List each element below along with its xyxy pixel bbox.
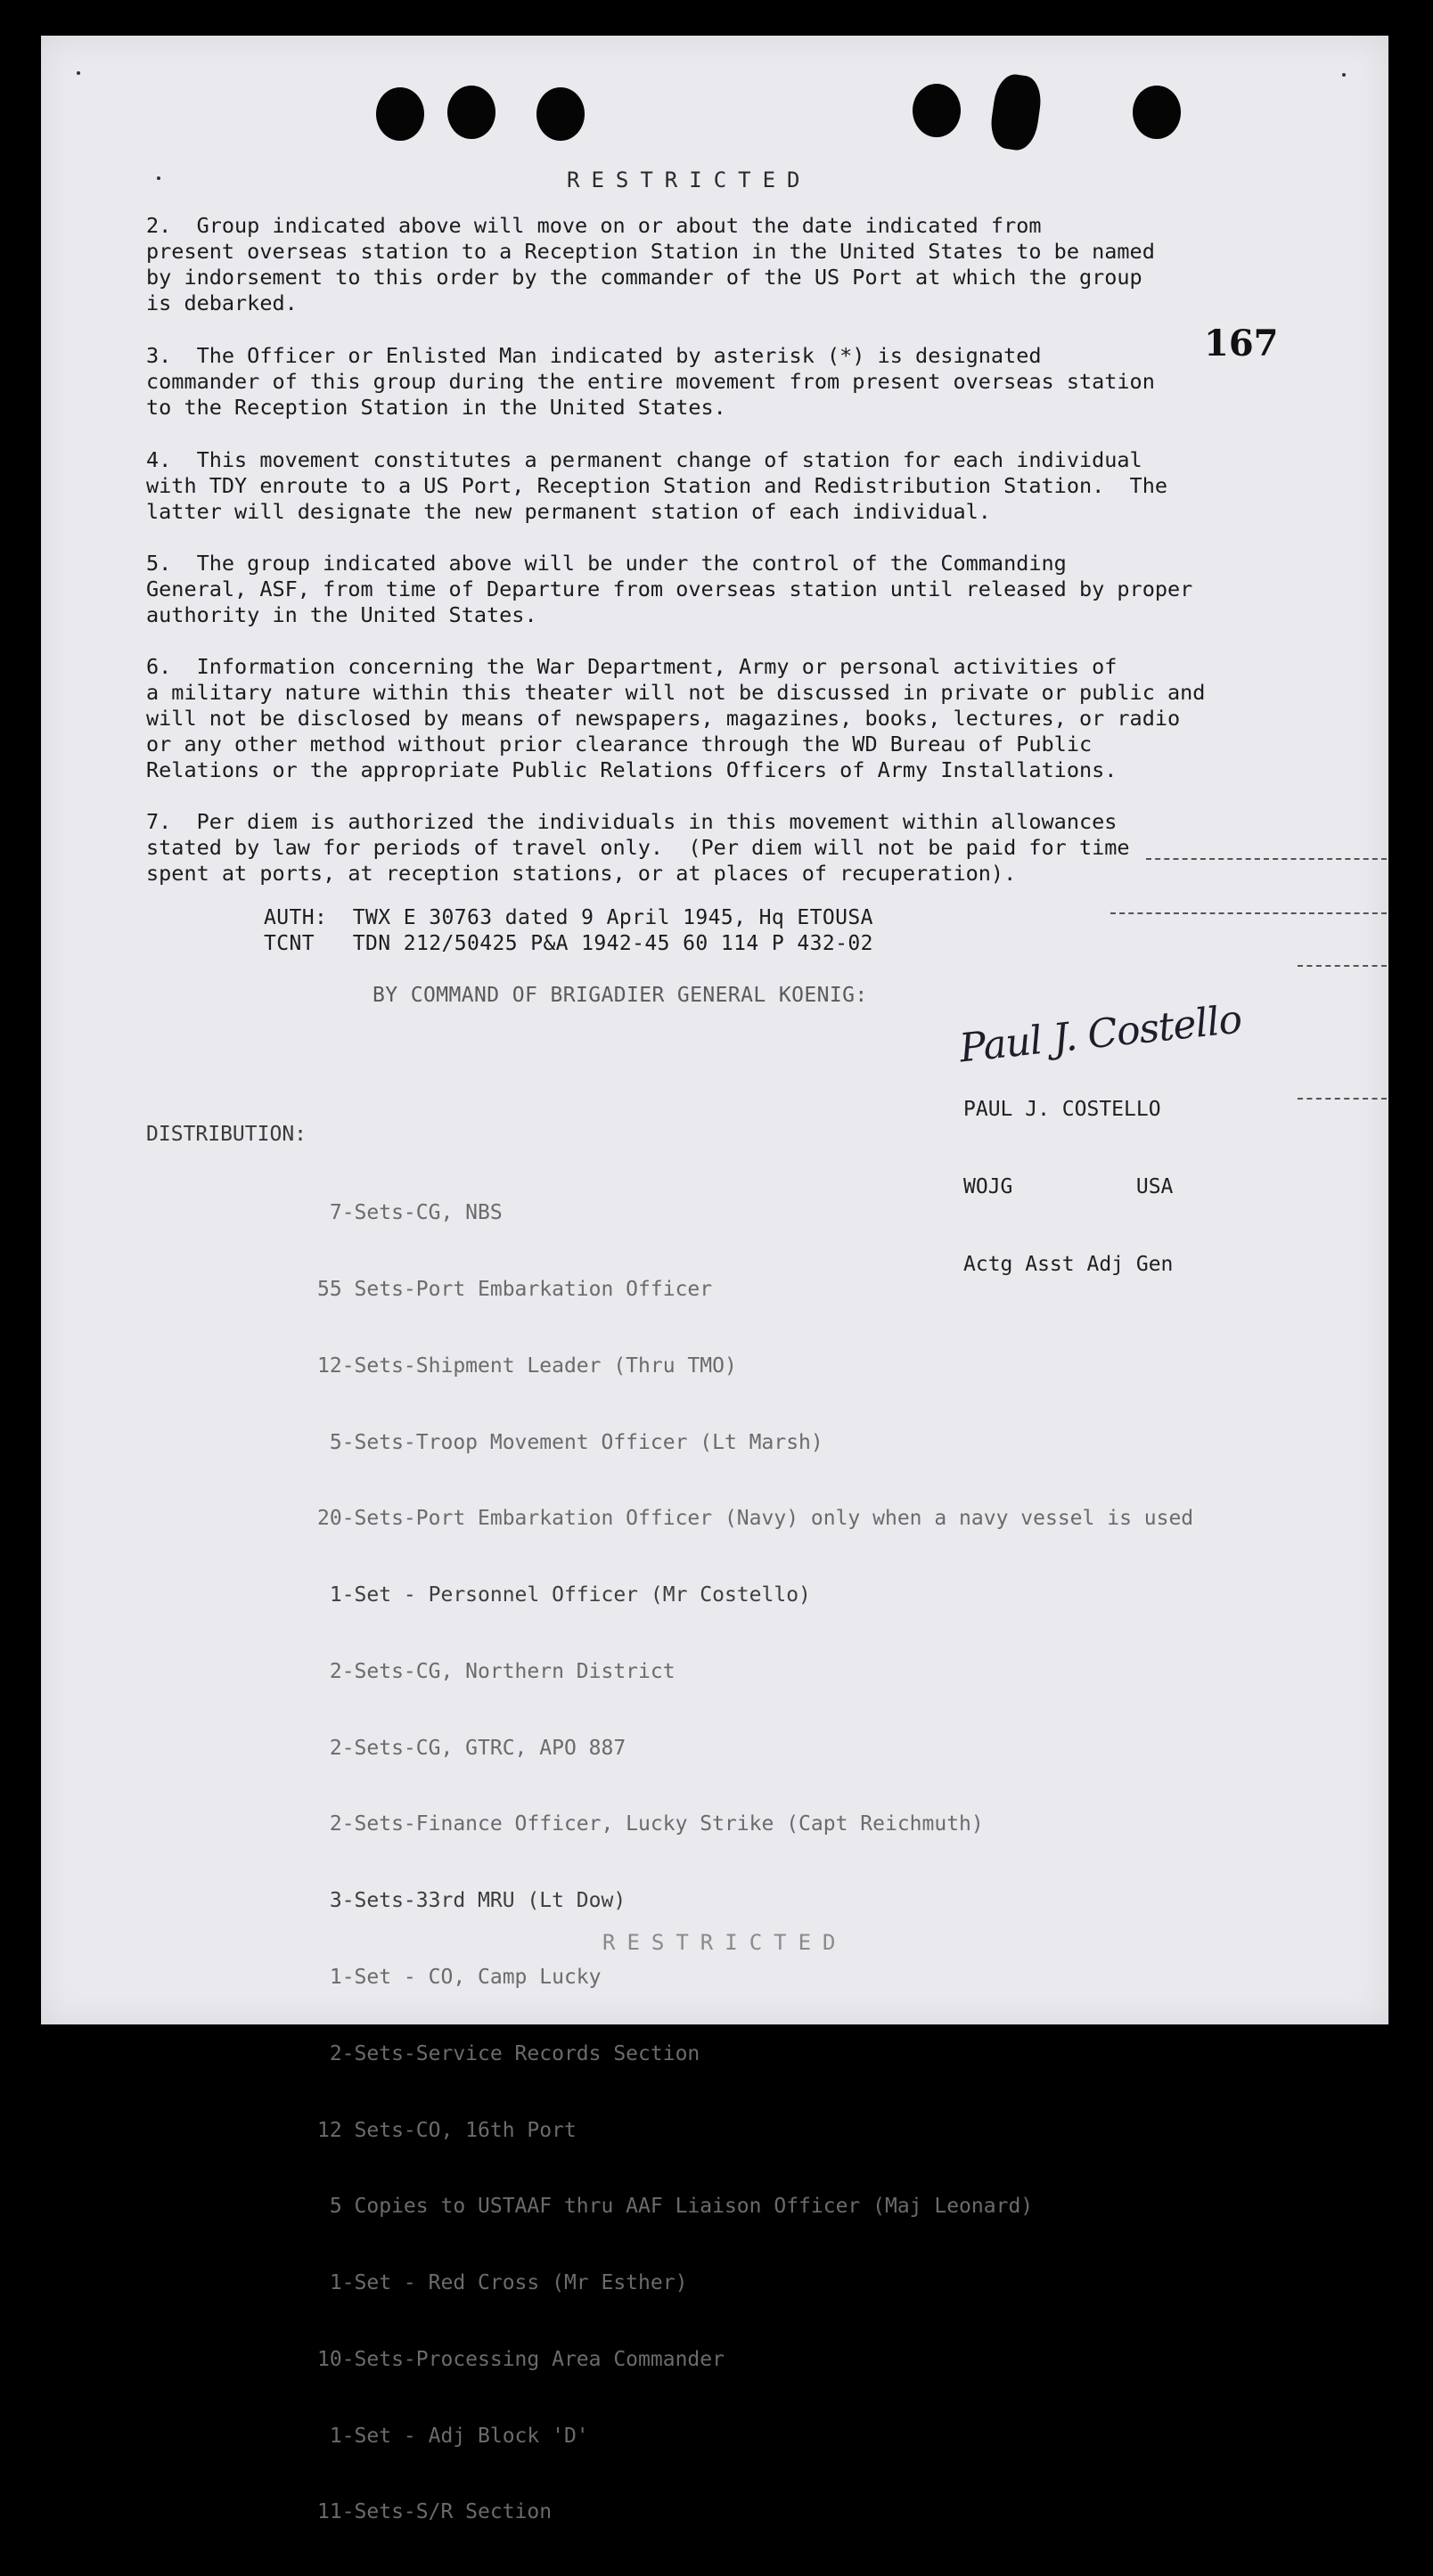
distribution-item: 11-Sets-S/R Section: [317, 2500, 553, 2524]
distribution-item: 55 Sets-Port Embarkation Officer: [317, 1277, 713, 1301]
paragraph-6: 6. Information concerning the War Department, Army or personal activities of a military nature within this theater will not be discussed in private or public and will not be disclosed by means of newspapers, magazines, books, lectures, or radio or any other method without prior clearance through the WD Bureau of Public Relations or the appropriate Public Relations Officers of Army Installations.: [146, 654, 1206, 782]
document-page: [41, 36, 1388, 2524]
paragraph-3: 3. The Officer or Enlisted Man indicated by asterisk (*) is designated commander of this group during the entire movement from present overseas station to the Reception Station in the United States.: [146, 343, 1155, 420]
auth-line: AUTH: TWX E 30763 dated 9 April 1945, Hq ETOUSA: [264, 906, 873, 929]
punch-hole-1: [376, 87, 424, 141]
signer-rank: WOJG USA: [963, 1175, 1174, 1198]
scan-speck: [1342, 73, 1346, 77]
distribution-item: 2-Sets-Finance Officer, Lucky Strike (Capt Reichmuth): [317, 1812, 984, 1836]
distribution-item: 2-Sets-CG, Northern District: [317, 1659, 676, 1683]
restricted-footer: RESTRICTED: [602, 1930, 848, 1955]
distribution-item: 20-Sets-Port Embarkation Officer (Navy) only when a navy vessel is used: [317, 1507, 1194, 1531]
distribution-item: 1-Set - Red Cross (Mr Esther): [317, 2271, 688, 2295]
distribution-item: 12 Sets-CO, 16th Port: [317, 2118, 577, 2142]
paragraph-5: 5. The group indicated above will be under the control of the Commanding General, ASF, from time of Departure from overseas station until released by proper authority in the United States.: [146, 551, 1193, 627]
distribution-item: 10-Sets-Processing Area Commander: [317, 2347, 725, 2371]
distribution-item: 3-Sets-33rd MRU (Lt Dow): [317, 1889, 626, 1913]
tcnt-line: TCNT TDN 212/50425 P&A 1942-45 60 114 P 432-02: [264, 932, 873, 955]
punch-hole-3: [536, 87, 585, 141]
punch-hole-5: [987, 72, 1044, 152]
scan-speck: [157, 176, 160, 180]
punch-hole-4: [913, 84, 961, 137]
paragraph-7: 7. Per diem is authorized the individuals in this movement within allowances stated by law for periods of travel only. (Per diem will not be paid for time spent at ports, at reception stations, or at places of recuperation).: [146, 809, 1130, 886]
paragraph-4: 4. This movement constitutes a permanent change of station for each individual with TDY enroute to a US Port, Reception Station and Redistribution Station. The latter will designate the new permanent station of each individual.: [146, 447, 1168, 524]
punch-hole-6: [1133, 86, 1181, 139]
distribution-item: 2-Sets-Service Records Section: [317, 2041, 700, 2065]
handwritten-signature: Paul J. Costello: [957, 996, 1244, 1072]
command-line: BY COMMAND OF BRIGADIER GENERAL KOENIG:: [373, 984, 868, 1007]
distribution-item: 7-Sets-CG, NBS: [317, 1201, 503, 1225]
scan-dash-line: [1298, 965, 1387, 967]
distribution-item: 1-Set - Adj Block 'D': [317, 2424, 589, 2448]
distribution-item: 1-Set - CO, Camp Lucky: [317, 1966, 602, 1989]
distribution-item: 5 Copies to USTAAF thru AAF Liaison Officer (Maj Leonard): [317, 2195, 1034, 2219]
signer-name: PAUL J. COSTELLO: [963, 1098, 1161, 1121]
scan-dash-line: [1146, 858, 1387, 860]
punch-hole-2: [447, 86, 495, 139]
page-number-stamp: 167: [1204, 323, 1279, 364]
restricted-header: RESTRICTED: [567, 168, 812, 192]
paragraph-2: 2. Group indicated above will move on or about the date indicated from present overseas station to a Reception Station in the United States to be named by indorsement to this order by the commander of the US Port at which the group is debarked.: [146, 213, 1155, 315]
distribution-title: DISTRIBUTION:: [146, 1123, 307, 1146]
scan-dash-line: [1110, 912, 1387, 914]
scan-dash-line: [1298, 1098, 1387, 1100]
signer-title: Actg Asst Adj Gen: [963, 1253, 1174, 1276]
distribution-item: 12-Sets-Shipment Leader (Thru TMO): [317, 1353, 737, 1378]
distribution-item: 2-Sets-CG, GTRC, APO 887: [317, 1736, 626, 1760]
distribution-item: 5-Sets-Troop Movement Officer (Lt Marsh): [317, 1430, 823, 1454]
distribution-item: 1-Set - Personnel Officer (Mr Costello): [317, 1583, 811, 1607]
scan-speck: [77, 71, 80, 75]
distribution-list: [317, 1149, 1193, 2576]
